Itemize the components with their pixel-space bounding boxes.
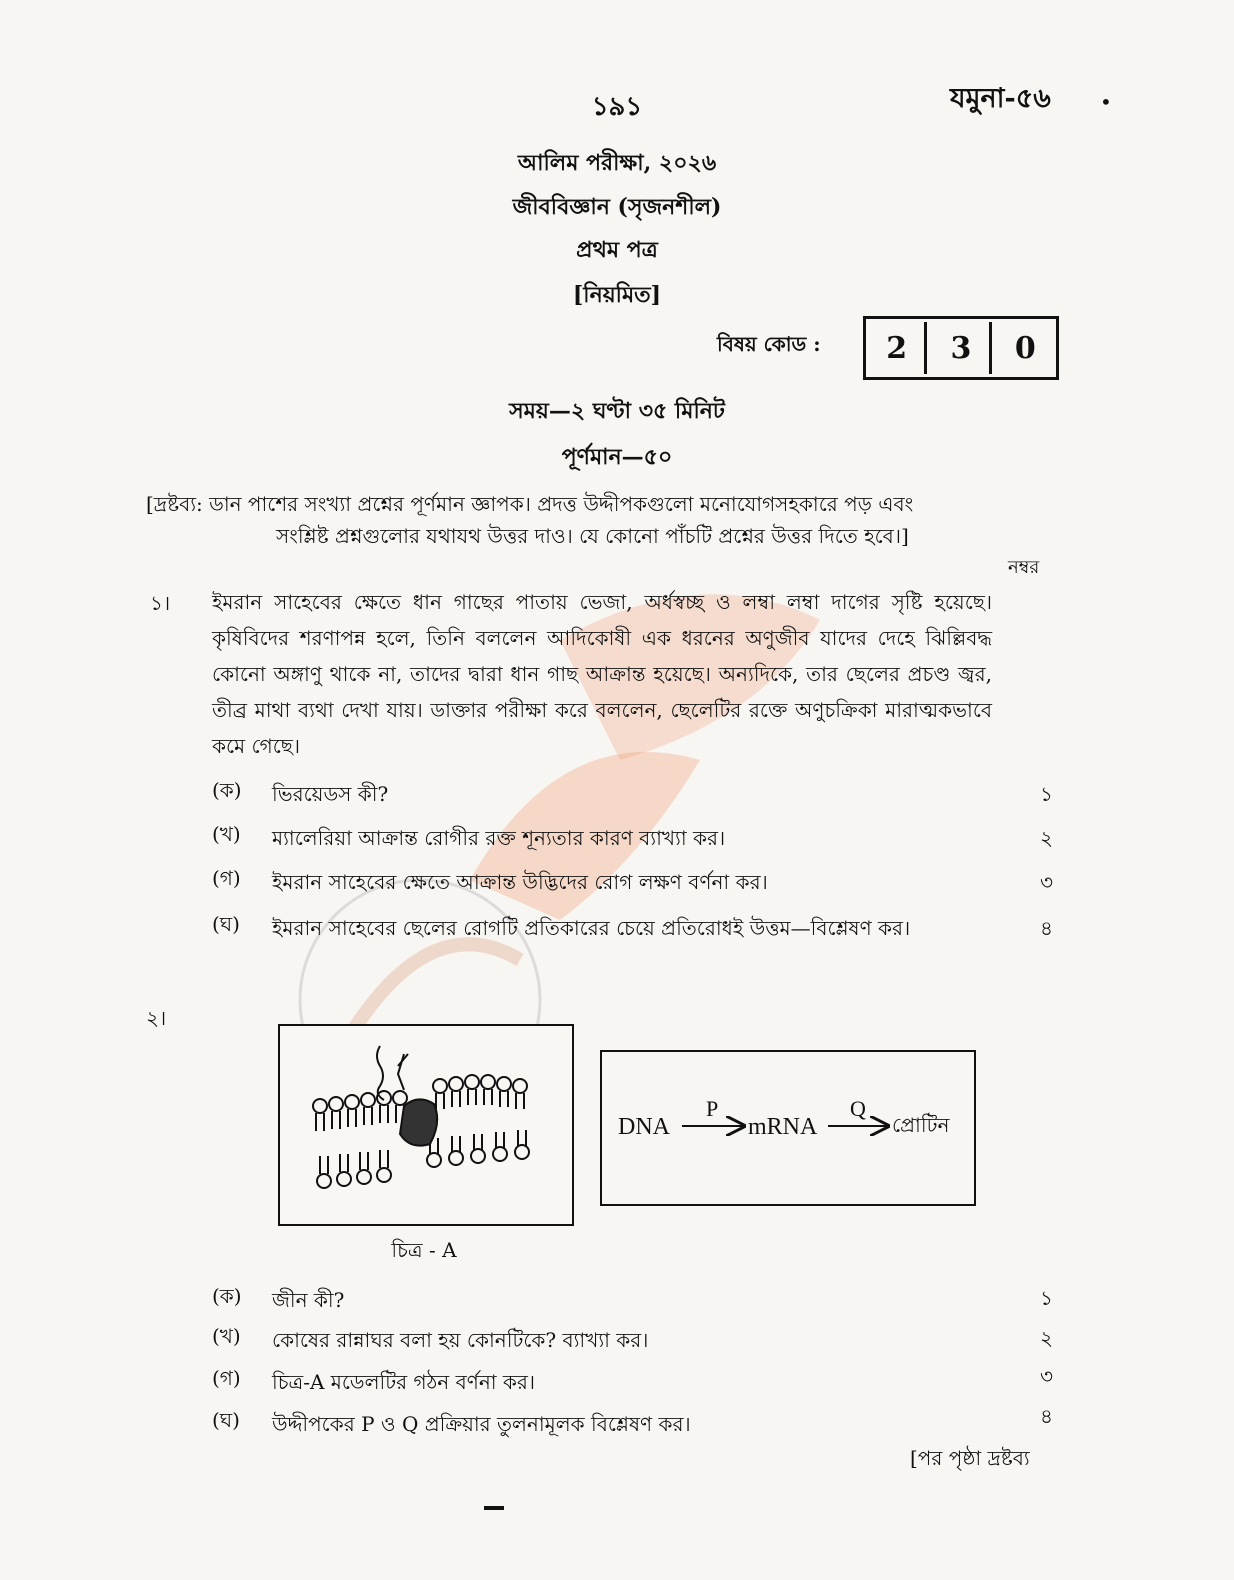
sub-question-label: (গ) <box>212 1366 241 1390</box>
subject-code-box <box>863 316 1059 380</box>
marks-column-label: নম্বর <box>1008 557 1040 578</box>
instructions-line: [দ্রষ্টব্য: ডান পাশের সংখ্যা প্রশ্নের পূর্ণমান জ্ঞাপক। প্রদত্ত উদ্দীপকগুলো মনোযোগসহকারে পড় এবং <box>146 492 914 516</box>
sub-question-mark: ২ <box>1040 826 1054 850</box>
page-number: ১৯১ <box>591 92 643 122</box>
subject-code-digit: 2 <box>869 322 927 374</box>
sub-question-text: চিত্র-A মডেলটির গঠন বর্ণনা কর। <box>272 1370 536 1394</box>
flow-label-p: P <box>706 1096 719 1121</box>
sub-question-label: (ঘ) <box>212 912 240 936</box>
sub-question-text: ভিরয়েডস কী? <box>272 782 389 806</box>
sub-question-label: (ক) <box>212 1284 242 1308</box>
sub-question-mark: ৪ <box>1040 1404 1053 1428</box>
instructions-line: সংশ্লিষ্ট প্রশ্নগুলোর যথাযথ উত্তর দাও। যে কোনো পাঁচটি প্রশ্নের উত্তর দিতে হবে।] <box>276 524 909 548</box>
subject-title: জীববিজ্ঞান (সৃজনশীল) <box>512 194 722 220</box>
question-number: ২। <box>146 1006 167 1030</box>
sub-question-text: ইমরান সাহেবের ক্ষেতে আক্রান্ত উদ্ভিদের রোগ লক্ষণ বর্ণনা কর। <box>272 870 768 894</box>
sub-question-mark: ১ <box>1040 782 1053 806</box>
page-footer-dash <box>484 1506 504 1510</box>
sub-question-label: (খ) <box>212 822 241 846</box>
sub-question-text: কোষের রান্নাঘর বলা হয় কোনটিকে? ব্যাখ্যা কর। <box>272 1328 649 1352</box>
board-code: যমুনা-৫৬ <box>950 83 1051 114</box>
sub-question-mark: ৩ <box>1040 870 1054 894</box>
paper-type: [নিয়মিত] <box>572 282 662 308</box>
flow-mrna: mRNA <box>748 1114 818 1140</box>
figure-caption: চিত্র - A <box>391 1238 457 1262</box>
sub-question-mark: ৩ <box>1040 1364 1054 1388</box>
central-dogma-flow <box>602 1052 974 1204</box>
time-allowed: সময়—২ ঘণ্টা ৩৫ মিনিট <box>509 398 725 424</box>
sub-question-label: (গ) <box>212 866 241 890</box>
central-dogma-box <box>600 1050 976 1206</box>
paper-title: প্রথম পত্র <box>576 237 658 263</box>
sub-question-text: জীন কী? <box>272 1288 345 1312</box>
flow-protein: প্রোটিন <box>892 1113 950 1137</box>
instructions <box>146 488 1056 552</box>
sub-question-text: ইমরান সাহেবের ছেলের রোগটি প্রতিকারের চেয়ে প্রতিরোধই উত্তম—বিশ্লেষণ কর। <box>272 916 911 940</box>
flow-dna: DNA <box>618 1114 670 1140</box>
mark-dot: • <box>1100 90 1112 114</box>
sub-question-label: (খ) <box>212 1324 241 1348</box>
subject-code-digit: 0 <box>1014 330 1036 366</box>
flow-label-q: Q <box>850 1096 866 1121</box>
fluid-mosaic-drawing <box>280 1026 572 1224</box>
sub-question-mark: ২ <box>1040 1326 1054 1350</box>
sub-question-mark: ৪ <box>1040 916 1053 940</box>
question-number: ১। <box>150 591 171 615</box>
figure-a-membrane-model <box>278 1024 574 1226</box>
sub-question-text: ম্যালেরিয়া আক্রান্ত রোগীর রক্ত শূন্যতার কারণ ব্যাখ্যা কর। <box>272 826 726 850</box>
subject-code-label: বিষয় কোড : <box>717 332 821 356</box>
continue-note: [পর পৃষ্ঠা দ্রষ্টব্য <box>910 1446 1030 1470</box>
sub-question-text: উদ্দীপকের P ও Q প্রক্রিয়ার তুলনামূলক বিশ্লেষণ কর। <box>272 1412 691 1436</box>
question-stem: ইমরান সাহেবের ক্ষেতে ধান গাছের পাতায় ভেজা, অর্ধস্বচ্ছ ও লম্বা লম্বা দাগের সৃষ্টি হয়েছে। কৃষিবিদের শরণাপন্ন হলে, তিনি বললেন আদিকোষী এক ধরনের অণুজীব যাদের দেহে ঝিল্লিবদ্ধ কোনো অঙ্গাণু থাকে না, তাদের দ্বারা ধান গাছ আক্রান্ত হয়েছে। অন্যদিকে, তার ছেলের প্রচণ্ড জ্বর, তীব্র মাথা ব্যথা দেখা যায়। ডাক্তার পরীক্ষা করে বললেন, ছেলেটির রক্তে অণুচক্রিকা মারাত্মকভাবে কমে গেছে। <box>212 590 992 758</box>
subject-code-digit: 3 <box>933 322 991 374</box>
sub-question-mark: ১ <box>1040 1286 1053 1310</box>
exam-title: আলিম পরীক্ষা, ২০২৬ <box>517 150 717 176</box>
full-marks: পূর্ণমান—৫০ <box>561 444 673 470</box>
sub-question-label: (ক) <box>212 778 242 802</box>
sub-question-label: (ঘ) <box>212 1408 240 1432</box>
